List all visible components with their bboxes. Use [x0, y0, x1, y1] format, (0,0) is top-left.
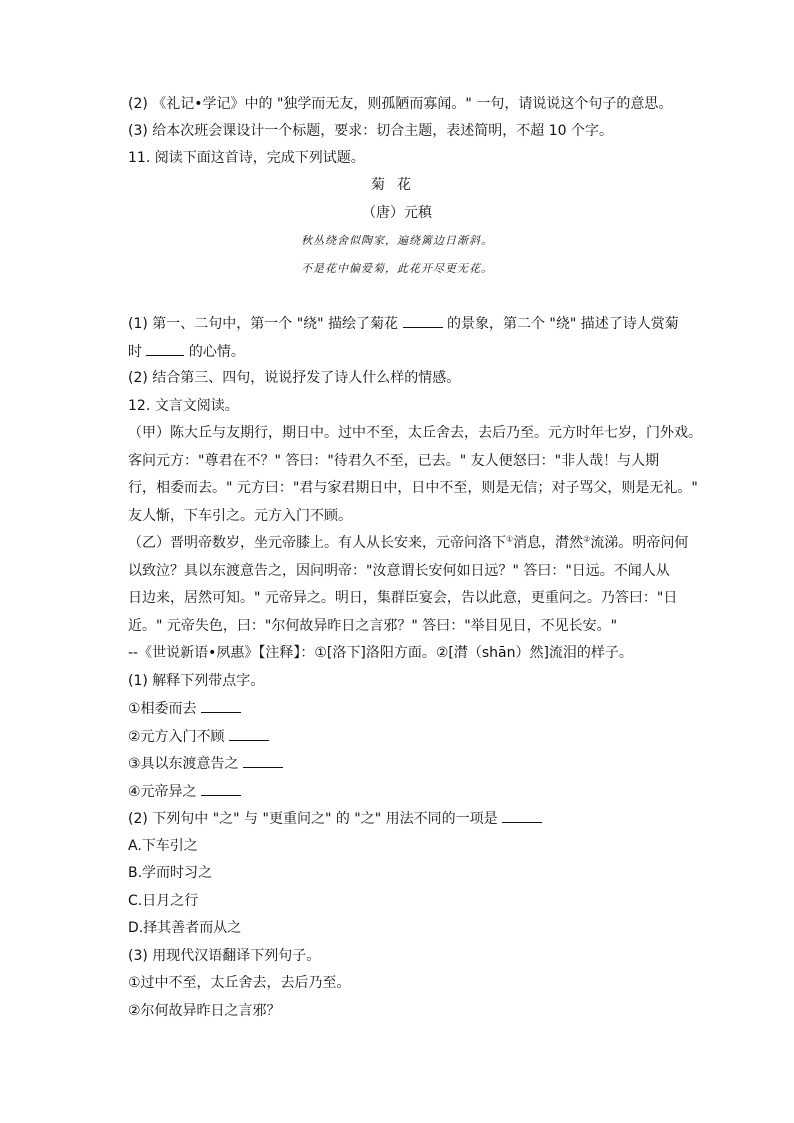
option-b: B.学而时习之 — [128, 865, 213, 881]
q12-part1-item-1 — [128, 698, 728, 719]
yi-text-a: （乙）晋明帝数岁，坐元帝膝上。有人从长安来，元帝问洛下 — [128, 535, 506, 551]
question-12-part-3: (3) 用现代汉语翻译下列句子。 — [128, 948, 321, 964]
q11-part1-text-b: 的景象，第二个 "绕" 描述了诗人赏菊 — [446, 316, 679, 332]
poem-line-1: 秋丛绕舍似陶家，遍绕篱边日渐斜。 — [301, 234, 493, 247]
answer-blank[interactable] — [229, 726, 269, 741]
passage-jia-line-4: 友人惭，下车引之。元方入门不顾。 — [128, 508, 352, 524]
answer-blank[interactable] — [201, 781, 241, 796]
item-text: ③具以东渡意告之 — [128, 756, 239, 772]
q12-part1-item-2 — [128, 726, 728, 747]
q11-part1-text-d: 的心情。 — [188, 344, 245, 360]
passage-yi-line-1 — [128, 533, 728, 553]
item-text: ④元帝异之 — [128, 784, 197, 800]
footnote-marker-1: ① — [506, 534, 514, 544]
answer-blank[interactable] — [146, 341, 184, 356]
passage-yi-line-3: 日边来，居然可知。" 元帝异之。明日，集群臣宴会，告以此意，更重问之。乃答曰："日 — [128, 590, 678, 606]
q12-part3-item-1: ①过中不至，太丘舍去，去后乃至。 — [128, 975, 351, 991]
question-12-part-1: (1) 解释下列带点字。 — [128, 673, 265, 689]
yi-text-c: 流涕。明帝问何 — [590, 535, 689, 551]
answer-blank[interactable] — [243, 753, 283, 768]
footnote-marker-2: ② — [583, 534, 591, 544]
passage-yi-line-2: 以致泣？具以东渡意告之，因问明帝："汝意谓长安何如日远？" 答曰："日远。不闻人从 — [128, 563, 670, 579]
answer-blank[interactable] — [502, 808, 542, 823]
question-11-part-2: (2) 结合第三、四句，说说抒发了诗人什么样的情感。 — [128, 370, 461, 386]
item-text: ①相委而去 — [128, 701, 197, 717]
q12-part1-item-3 — [128, 753, 728, 774]
passage-yi-line-4: 近。" 元帝失色，曰："尔何故异昨日之言邪？" 答曰："举目见日，不见长安。" — [128, 618, 618, 634]
q12-part3-item-2: ②尔何故异昨日之言邪？ — [128, 1003, 281, 1019]
passage-jia-line-3: 行，相委而去。" 元方曰："君与家君期日中，日中不至，则是无信；对子骂父，则是无礼。" — [128, 480, 698, 496]
answer-blank[interactable] — [403, 313, 443, 328]
question-12-header: 12. 文言文阅读。 — [128, 398, 239, 414]
question-12-part-2 — [128, 808, 728, 829]
poem-line-2: 不是花中偏爱菊，此花开尽更无花。 — [301, 262, 493, 275]
item-text: ②元方入门不顾 — [128, 729, 225, 745]
question-11-header: 11. 阅读下面这首诗，完成下列试题。 — [128, 150, 365, 166]
option-c: C.日月之行 — [128, 893, 199, 909]
q12-part1-item-4 — [128, 781, 728, 802]
question-11-part-1 — [128, 313, 728, 334]
q11-part1-text-c: 时 — [128, 344, 142, 360]
question-10-part-2: (2) 《礼记•学记》中的 "独学而无友，则孤陋而寡闻。" 一句，请说说这个句子的意思。 — [128, 96, 673, 112]
q12-part2-text: (2) 下列句中 "之" 与 "更重问之" 的 "之" 用法不同的一项是 — [128, 811, 498, 827]
question-10-part-3: (3) 给本次班会课设计一个标题，要求：切合主题，表述简明，不超 10 个字。 — [128, 123, 613, 139]
option-a: A.下车引之 — [128, 838, 198, 854]
poem-title: 菊花 — [371, 177, 423, 193]
option-d: D.择其善者而从之 — [128, 920, 242, 936]
passage-jia-line-2: 客问元方："尊君在不？" 答曰："待君久不至，已去。" 友人便怒曰："非人哉！与人期 — [128, 453, 660, 469]
passage-source-notes: --《世说新语•夙惠》【注释】：①[洛下]洛阳方面。②[潸（shān）然]流泪的样子。 — [128, 645, 633, 661]
yi-text-b: 消息，潸然 — [513, 535, 584, 551]
poem-author: （唐）元稹 — [362, 205, 432, 221]
q11-part1-text-a: (1) 第一、二句中，第一个 "绕" 描绘了菊花 — [128, 316, 399, 332]
answer-blank[interactable] — [201, 698, 241, 713]
question-11-part-1-cont — [128, 341, 728, 362]
passage-jia-line-1: （甲）陈大丘与友期行，期日中。过中不至，太丘舍去，去后乃至。元方时年七岁，门外戏。 — [128, 425, 702, 441]
